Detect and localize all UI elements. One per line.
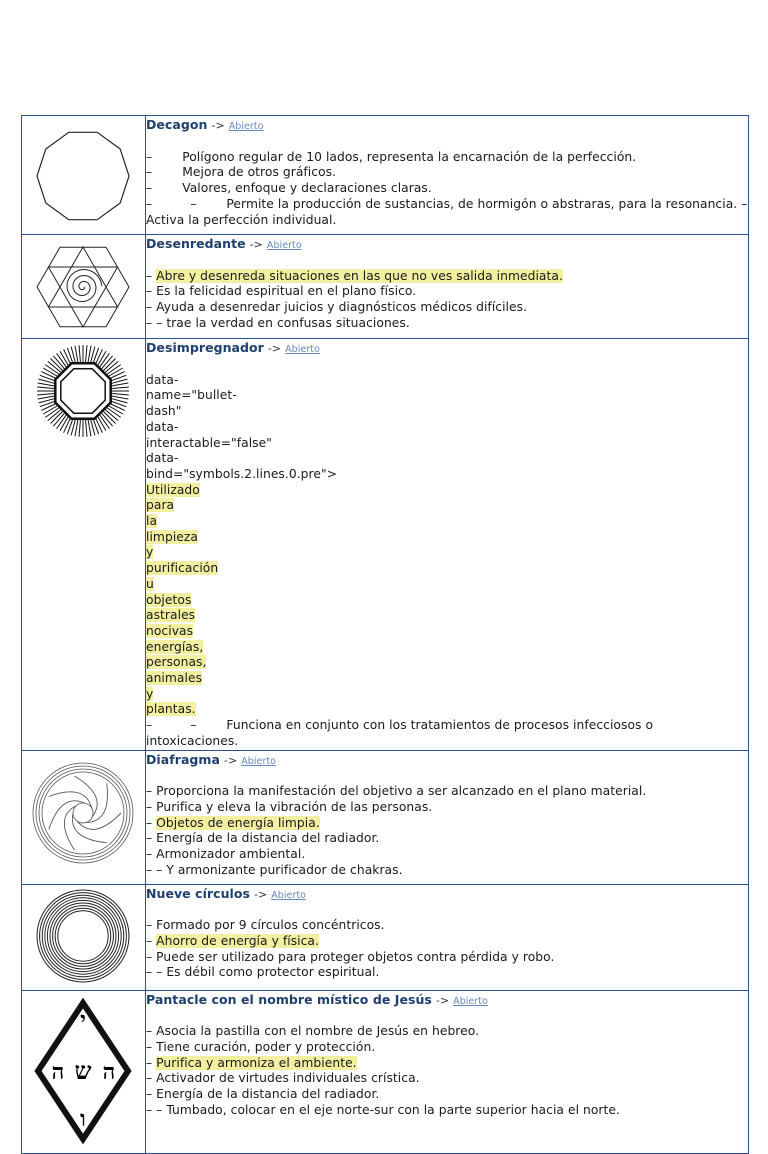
radiating-octagon-icon: [22, 339, 145, 444]
description-line: [146, 150, 748, 166]
symbol-row-diafragma: [22, 750, 749, 884]
nine-circles-icon: [22, 885, 145, 990]
highlighted-text: Utilizado para la limpieza y purificación u objetos astrales nocivas energías, personas, animales y plantas.: [146, 482, 219, 717]
description-line: [146, 300, 748, 316]
bullet-dash: –: [146, 165, 153, 180]
line-text: Polígono regular de 10 lados, representa la encarnación de la perfección.: [182, 149, 637, 164]
symbol-row-pantacle: [22, 990, 749, 1153]
description-line: [146, 863, 748, 879]
line-text: – Formado por 9 círculos concéntricos.: [146, 918, 385, 933]
description-line: [146, 316, 748, 332]
desimpregnador-name: Desimpregnador: [146, 340, 264, 355]
diaphragm-icon: [22, 751, 145, 884]
symbol-row-desimpregnador: [22, 339, 749, 751]
hebrew-letter-right: ה: [102, 1058, 116, 1085]
description-line: [146, 831, 748, 847]
nueve-circulos-open-link[interactable]: Abierto: [271, 889, 307, 901]
line-text: – Proporciona la manifestación del objetivo a ser alcanzado en el plano material.: [146, 784, 647, 799]
symbol-row-decagon: [22, 116, 749, 235]
hebrew-letter-bottom: ו: [80, 1105, 86, 1132]
decagon-open-link[interactable]: Abierto: [228, 121, 264, 132]
description-line: [146, 269, 748, 285]
bullet-dash: –: [190, 718, 197, 733]
diafragma-open-link[interactable]: Abierto: [241, 755, 277, 767]
description-line: [146, 918, 748, 934]
line-text: – Activador de virtudes individuales crística.: [146, 1071, 420, 1086]
nueve-circulos-text-cell: [146, 884, 749, 990]
diafragma-text-cell: [146, 750, 749, 884]
nueve-circulos-image-cell: [22, 884, 146, 990]
hebrew-letter-center: ש: [74, 1055, 92, 1085]
bullet-dash: –: [146, 933, 153, 948]
line-text: – Armonizador ambiental.: [146, 847, 306, 862]
bullet-dash: –: [146, 268, 153, 283]
hebrew-letter-left: ה: [51, 1058, 65, 1085]
description-line: [146, 284, 748, 300]
description-line: [146, 1040, 748, 1056]
bullet-dash: –: [146, 196, 153, 211]
desimpregnador-open-link[interactable]: Abierto: [285, 344, 320, 355]
line-text: – – trae la verdad en confusas situaciones.: [146, 315, 410, 330]
line-text: – Purifica y eleva la vibración de las personas.: [146, 799, 433, 814]
line-text: – Tiene curación, poder y protección.: [146, 1039, 376, 1054]
bullet-dash: –: [146, 815, 153, 830]
line-text: – Ayuda a desenredar juicios y diagnósticos médicos difíciles.: [146, 300, 528, 315]
arrow-glyph: ->: [253, 887, 268, 901]
arrow-glyph: ->: [211, 119, 225, 132]
line-text: – Es la felicidad espiritual en el plano físico.: [146, 284, 417, 299]
bullet-dash: –: [146, 718, 153, 733]
line-text: Permite la producción de sustancias, de hormigón o abstraras, para la resonancia. –Activa la perfección individual.: [146, 196, 748, 227]
desimpregnador-image-cell: [22, 339, 146, 751]
description-line: [146, 1024, 748, 1040]
hebrew-diamond-icon: [22, 991, 145, 1153]
line-text: – Energía de la distancia del radiador.: [146, 831, 380, 846]
symbols-table: [21, 115, 749, 1154]
desenredante-open-link[interactable]: Abierto: [266, 240, 302, 251]
symbol-row-nueve-circulos: [22, 884, 749, 990]
diafragma-title-line: [146, 752, 748, 770]
pantacle-con-el-nombre-mistico-de-jesus-open-link[interactable]: Abierto: [453, 995, 488, 1007]
description-line: [146, 1103, 748, 1119]
decagon-text-cell: [146, 116, 749, 235]
line-text: Valores, enfoque y declaraciones claras.: [182, 181, 432, 196]
pantacle-con-el-nombre-mistico-de-jesus-title-line: [146, 992, 748, 1010]
desimpregnador-text-cell: [146, 339, 749, 751]
highlighted-text: Purifica y armoniza el ambiente.: [156, 1055, 357, 1070]
decagon-name: Decagon: [146, 117, 208, 132]
line-text: – – Y armonizante purificador de chakras.: [146, 862, 403, 877]
nueve-circulos-name: Nueve círculos: [146, 885, 250, 901]
hebrew-letter-top: י: [80, 1006, 86, 1033]
diafragma-image-cell: [22, 750, 146, 884]
desenredante-text-cell: [146, 235, 749, 339]
pantacle-image-cell: [22, 990, 146, 1153]
line-text: Mejora de otros gráficos.: [182, 165, 337, 180]
desimpregnador-title-line: [146, 340, 748, 358]
decagon-icon: [22, 116, 145, 234]
line-text: – Energía de la distancia del radiador.: [146, 1087, 380, 1102]
arrow-glyph: ->: [435, 993, 450, 1007]
description-line: [146, 800, 748, 816]
description-line: [146, 197, 748, 228]
arrow-glyph: ->: [249, 238, 263, 251]
description-line: [146, 1056, 748, 1072]
arrow-glyph: ->: [267, 342, 282, 355]
pantacle-con-el-nombre-mistico-de-jesus-name: Pantacle con el nombre místico de Jesús: [146, 991, 432, 1007]
arrow-glyph: ->: [223, 753, 238, 767]
diafragma-name: Diafragma: [146, 751, 220, 767]
desenredante-title-line: [146, 236, 748, 254]
bullet-dash: –: [146, 149, 153, 164]
desenredante-name: Desenredante: [146, 236, 246, 251]
highlighted-text: Ahorro de energía y física.: [156, 933, 319, 948]
description-line: [146, 784, 748, 800]
pantacle-text-cell: [146, 990, 749, 1153]
description-line: [146, 1087, 748, 1103]
line-text: – Asocia la pastilla con el nombre de Jesús en hebreo.: [146, 1024, 480, 1039]
highlighted-text: Abre y desenreda situaciones en las que no ves salida inmediata.: [156, 268, 563, 283]
description-line: [146, 950, 748, 966]
line-text: – – Es débil como protector espiritual.: [146, 965, 380, 980]
decagon-image-cell: [22, 116, 146, 235]
description-line: data-name="bullet-dash" data-interactable="false" data-bind="symbols.2.lines.0.pre"> Utilizado para la limpieza y purificación u objetos astrales nocivas energías, personas, animales y plantas.: [146, 372, 338, 717]
description-line: [146, 1071, 748, 1087]
symbol-row-desenredante: [22, 235, 749, 339]
decagon-title-line: [146, 117, 748, 135]
line-text: – – Tumbado, colocar en el eje norte-sur con la parte superior hacia el norte.: [146, 1102, 620, 1117]
description-line: [146, 816, 748, 832]
description-line: [146, 165, 748, 181]
description-line: [146, 181, 748, 197]
nueve-circulos-title-line: [146, 886, 748, 904]
star-spiral-icon: [22, 235, 145, 338]
description-line: [146, 847, 748, 863]
desenredante-image-cell: [22, 235, 146, 339]
bullet-dash: –: [146, 1055, 153, 1070]
line-text: – Puede ser utilizado para proteger objetos contra pérdida y robo.: [146, 949, 555, 964]
highlighted-text: Objetos de energía limpia.: [156, 815, 320, 830]
line-text: Funciona en conjunto con los tratamientos de procesos infecciosos o intoxicaciones.: [146, 718, 654, 748]
description-line: [146, 965, 748, 981]
bullet-dash: –: [190, 196, 197, 211]
description-line: [146, 718, 748, 749]
description-line: [146, 934, 748, 950]
bullet-dash: –: [146, 181, 153, 196]
